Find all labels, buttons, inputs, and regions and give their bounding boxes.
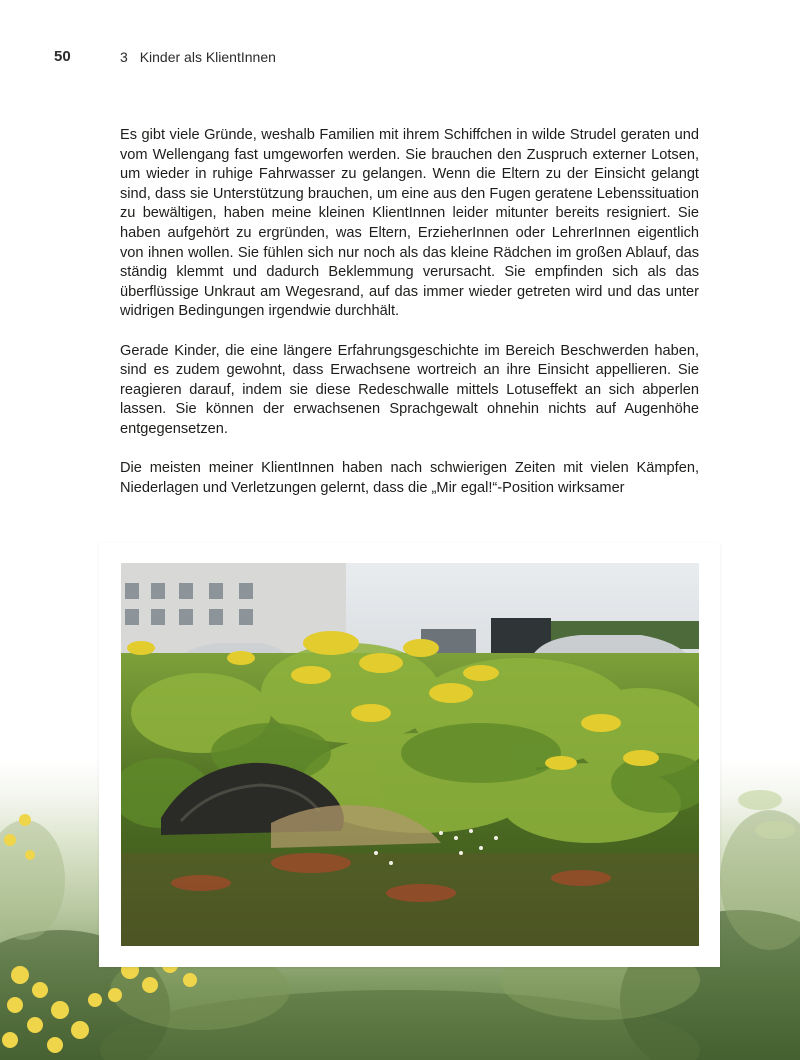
paragraph-2: Gerade Kinder, die eine längere Erfahrungsgeschichte im Bereich Beschwerden haben, sind es zudem gewohnt, dass Erwachsene wortreich an ihre Einsicht appellieren. Sie reagieren darauf, indem sie diese Redeschwalle mittels Lotuseffekt an sich abperlen lassen. Sie können der erwachsenen Sprachgewalt ohnehin nichts auf Augenhöhe entgegensetzen.	[120, 342, 699, 437]
body-text	[120, 126, 699, 498]
paragraph-1: Es gibt viele Gründe, weshalb Familien mit ihrem Schiffchen in wilde Strudel geraten und vom Wellengang fast umgeworfen werden. Sie brauchen den Zuspruch externer Lotsen, um wieder in ruhige Fahrwasser zu gelangen. Wenn die Eltern zu der Einsicht gelangt sind, dass sie Unterstützung brauchen, um eine aus den Fugen geratene Lebenssituation zu bewältigen, haben meine kleinen KlientInnen leider mitunter bereits resigniert. Sie haben aufgehört zu ergründen, was Eltern, ErzieherInnen oder LehrerInnen eigentlich von ihnen wollen. Sie fühlen sich nur noch als das kleine Rädchen im großen Ablauf, das ständig klemmt und dadurch Beklemmung verursacht. Sie empfinden sich als das überflüssige Unkraut am Wegesrand, auf das immer wieder getreten wird und das unter widrigen Bedingungen irgendwie durchhält.	[120, 127, 699, 320]
plants-photo-illustration	[121, 563, 699, 946]
running-head	[120, 49, 276, 65]
paragraph-3: Die meisten meiner KlientInnen haben nach schwierigen Zeiten mit vielen Kämpfen, Niederlagen und Verletzungen gelernt, dass die „Mir egal!“-Position wirksamer	[120, 460, 699, 496]
chapter-title: Kinder als KlientInnen	[139, 49, 276, 65]
figure-photo	[121, 563, 699, 946]
page-number: 50	[54, 48, 71, 65]
chapter-number: 3	[120, 49, 128, 65]
